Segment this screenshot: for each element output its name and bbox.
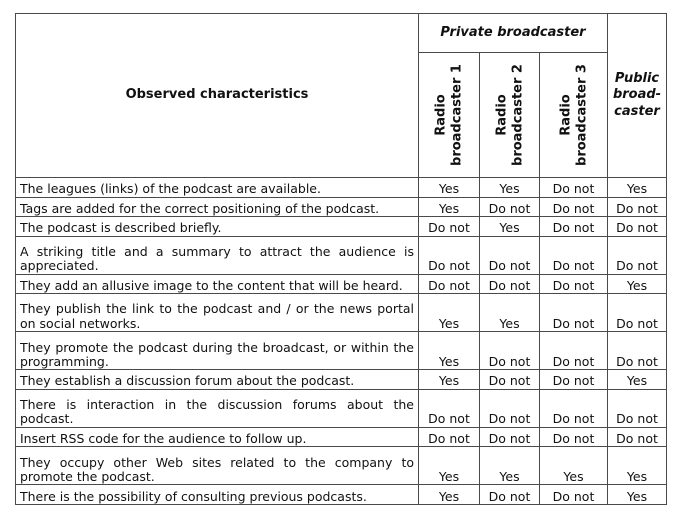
- public-value: Do not: [608, 294, 667, 332]
- public-value: Yes: [608, 178, 667, 198]
- characteristic-cell: Insert RSS code for the audience to follow up.: [16, 427, 419, 447]
- radio-1-value: Do not: [419, 427, 480, 447]
- radio-2-value: Yes: [480, 178, 540, 198]
- public-value: Do not: [608, 236, 667, 274]
- table-row: [16, 332, 667, 370]
- characteristic-cell: They occupy other Web sites related to the company to promote the podcast.: [16, 447, 419, 485]
- public-value: Yes: [608, 485, 667, 505]
- radio-1-value: Yes: [419, 370, 480, 390]
- radio-1-value: Do not: [419, 274, 480, 294]
- characteristic-cell: There is interaction in the discussion forums about the podcast.: [16, 389, 419, 427]
- table-row: [16, 427, 667, 447]
- radio-broadcaster-3-label: Radio broadcaster 3: [557, 64, 589, 166]
- radio-3-value: Do not: [540, 370, 608, 390]
- public-value: Do not: [608, 197, 667, 217]
- public-value: Do not: [608, 389, 667, 427]
- radio-1-value: Do not: [419, 236, 480, 274]
- radio-3-value: Do not: [540, 236, 608, 274]
- radio-broadcaster-2-header: [480, 53, 540, 178]
- radio-2-value: Do not: [480, 274, 540, 294]
- public-value: Do not: [608, 332, 667, 370]
- characteristic-cell: They promote the podcast during the broadcast, or within the programming.: [16, 332, 419, 370]
- characteristic-cell: Tags are added for the correct positioning of the podcast.: [16, 197, 419, 217]
- public-broadcaster-label: Public broad-caster: [612, 71, 662, 119]
- radio-broadcaster-1-header: [419, 53, 480, 178]
- radio-2-value: Do not: [480, 197, 540, 217]
- characteristics-table: [15, 13, 667, 505]
- radio-3-value: Do not: [540, 217, 608, 237]
- radio-1-value: Yes: [419, 294, 480, 332]
- radio-3-value: Do not: [540, 274, 608, 294]
- radio-2-value: Do not: [480, 236, 540, 274]
- characteristic-cell: They publish the link to the podcast and / or the news portal on social networks.: [16, 294, 419, 332]
- radio-2-value: Do not: [480, 485, 540, 505]
- public-value: Yes: [608, 274, 667, 294]
- radio-1-value: Yes: [419, 178, 480, 198]
- radio-2-value: Do not: [480, 332, 540, 370]
- characteristic-cell: The leagues (links) of the podcast are available.: [16, 178, 419, 198]
- table-row: [16, 217, 667, 237]
- radio-3-value: Do not: [540, 197, 608, 217]
- radio-3-value: Do not: [540, 389, 608, 427]
- characteristic-cell: They add an allusive image to the content that will be heard.: [16, 274, 419, 294]
- characteristic-cell: There is the possibility of consulting previous podcasts.: [16, 485, 419, 505]
- characteristic-cell: The podcast is described briefly.: [16, 217, 419, 237]
- radio-2-value: Do not: [480, 370, 540, 390]
- public-value: Yes: [608, 370, 667, 390]
- radio-3-value: Do not: [540, 332, 608, 370]
- characteristic-cell: They establish a discussion forum about the podcast.: [16, 370, 419, 390]
- table-row: [16, 197, 667, 217]
- radio-1-value: Yes: [419, 485, 480, 505]
- radio-2-value: Do not: [480, 427, 540, 447]
- table-row: [16, 370, 667, 390]
- table-row: [16, 274, 667, 294]
- radio-broadcaster-1-label: Radio broadcaster 1: [433, 64, 464, 166]
- table-row: [16, 178, 667, 198]
- radio-2-value: Yes: [480, 447, 540, 485]
- radio-3-value: Do not: [540, 178, 608, 198]
- public-value: Yes: [608, 447, 667, 485]
- radio-1-value: Yes: [419, 447, 480, 485]
- characteristic-cell: A striking title and a summary to attract the audience is appreciated.: [16, 236, 419, 274]
- radio-3-value: Yes: [540, 447, 608, 485]
- public-broadcaster-header: [608, 14, 667, 178]
- public-value: Do not: [608, 427, 667, 447]
- table-row: [16, 294, 667, 332]
- radio-3-value: Do not: [540, 485, 608, 505]
- public-value: Do not: [608, 217, 667, 237]
- radio-1-value: Yes: [419, 332, 480, 370]
- observed-characteristics-header: Observed characteristics: [16, 14, 419, 178]
- radio-1-value: Yes: [419, 197, 480, 217]
- radio-2-value: Do not: [480, 389, 540, 427]
- table-row: [16, 485, 667, 505]
- radio-1-value: Do not: [419, 217, 480, 237]
- table-row: [16, 389, 667, 427]
- table-row: [16, 236, 667, 274]
- radio-2-value: Yes: [480, 294, 540, 332]
- radio-3-value: Do not: [540, 427, 608, 447]
- radio-3-value: Do not: [540, 294, 608, 332]
- radio-2-value: Yes: [480, 217, 540, 237]
- radio-broadcaster-3-header: [540, 53, 608, 178]
- radio-1-value: Do not: [419, 389, 480, 427]
- header-row-group: [16, 14, 667, 53]
- table-row: [16, 447, 667, 485]
- radio-broadcaster-2-label: Radio broadcaster 2: [493, 64, 525, 166]
- private-broadcaster-header: Private broadcaster: [419, 14, 608, 53]
